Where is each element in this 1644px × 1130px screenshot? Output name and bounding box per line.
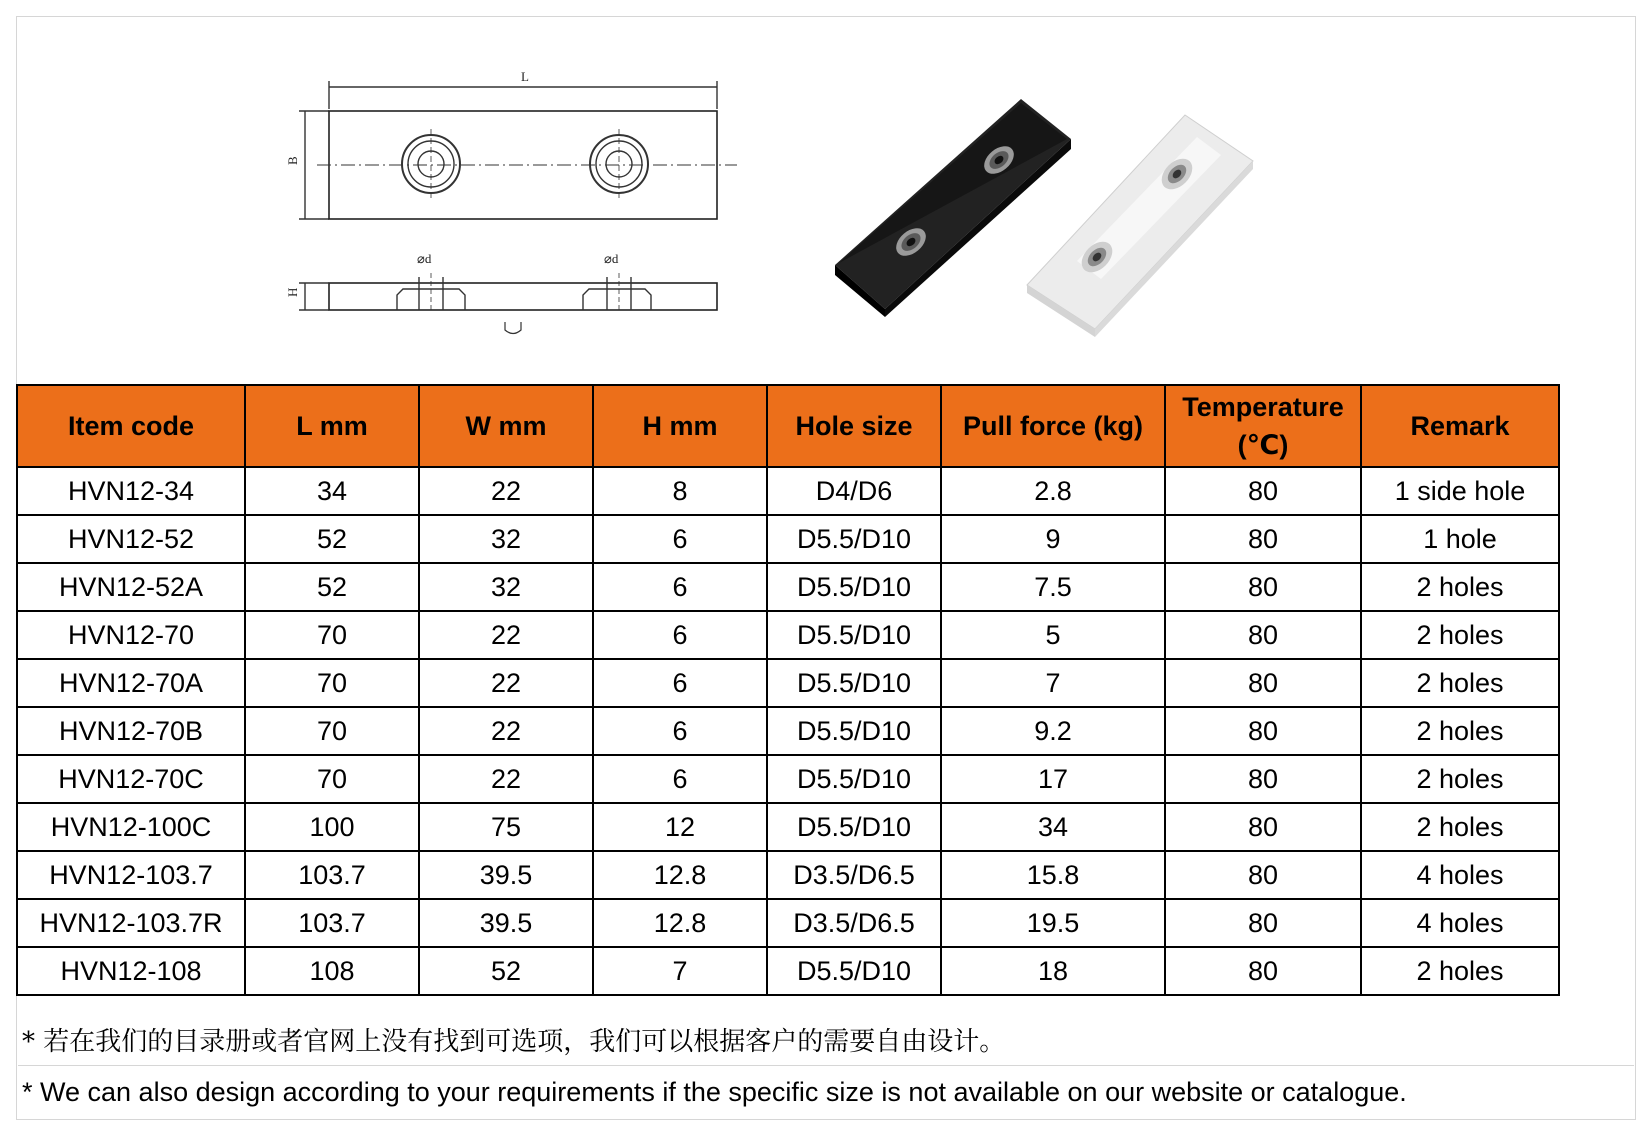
cell-item-code: HVN12-108: [17, 947, 245, 995]
cell-l-mm: 103.7: [245, 851, 419, 899]
cell-temperature: 80: [1165, 899, 1361, 947]
table-row: [17, 659, 1559, 707]
header-hole-size: Hole size: [767, 385, 941, 467]
cell-item-code: HVN12-70B: [17, 707, 245, 755]
cell-remark: 1 hole: [1361, 515, 1559, 563]
header-remark: Remark: [1361, 385, 1559, 467]
cell-h-mm: 6: [593, 707, 767, 755]
chinese-note: * 若在我们的目录册或者官网上没有找到可选项，我们可以根据客户的需要自由设计。: [18, 1018, 1634, 1066]
cell-pull-force: 19.5: [941, 899, 1165, 947]
cell-w-mm: 22: [419, 707, 593, 755]
cell-h-mm: 12.8: [593, 899, 767, 947]
cell-item-code: HVN12-103.7R: [17, 899, 245, 947]
hole-label-right: ⌀d: [604, 251, 619, 266]
cell-remark: 2 holes: [1361, 707, 1559, 755]
cell-w-mm: 32: [419, 515, 593, 563]
cell-hole-size: D5.5/D10: [767, 611, 941, 659]
cell-remark: 2 holes: [1361, 803, 1559, 851]
cell-temperature: 80: [1165, 803, 1361, 851]
header-l-mm: L mm: [245, 385, 419, 467]
cell-remark: 2 holes: [1361, 755, 1559, 803]
cell-temperature: 80: [1165, 755, 1361, 803]
header-h-mm: H mm: [593, 385, 767, 467]
cell-item-code: HVN12-103.7: [17, 851, 245, 899]
cell-item-code: HVN12-52A: [17, 563, 245, 611]
english-note: * We can also design according to your requirements if the specific size is not available on our website or catalogue.: [22, 1077, 1407, 1107]
cell-w-mm: 52: [419, 947, 593, 995]
cell-h-mm: 12.8: [593, 851, 767, 899]
cell-item-code: HVN12-70A: [17, 659, 245, 707]
cell-temperature: 80: [1165, 851, 1361, 899]
cell-w-mm: 22: [419, 611, 593, 659]
side-view: [299, 273, 717, 334]
cell-h-mm: 6: [593, 611, 767, 659]
cell-remark: 2 holes: [1361, 611, 1559, 659]
dimension-label-b: B: [285, 156, 300, 165]
cell-item-code: HVN12-70: [17, 611, 245, 659]
cell-l-mm: 100: [245, 803, 419, 851]
cell-l-mm: 52: [245, 515, 419, 563]
cell-temperature: 80: [1165, 659, 1361, 707]
hole-label-left: ⌀d: [417, 251, 432, 266]
bottom-mark-label: U: [17, 17, 18, 18]
cell-pull-force: 18: [941, 947, 1165, 995]
header-w-mm: W mm: [419, 385, 593, 467]
cell-item-code: HVN12-70C: [17, 755, 245, 803]
cell-temperature: 80: [1165, 947, 1361, 995]
table-row: [17, 899, 1559, 947]
cell-l-mm: 70: [245, 707, 419, 755]
cell-pull-force: 9.2: [941, 707, 1165, 755]
cell-l-mm: 34: [245, 467, 419, 515]
cell-pull-force: 9: [941, 515, 1165, 563]
table-body: [17, 467, 1559, 995]
cell-h-mm: 12: [593, 803, 767, 851]
table-row: [17, 611, 1559, 659]
cell-l-mm: 70: [245, 659, 419, 707]
cell-hole-size: D5.5/D10: [767, 563, 941, 611]
dimension-label-h: H: [285, 287, 300, 297]
header-temperature: [1165, 385, 1361, 467]
cell-remark: 2 holes: [1361, 947, 1559, 995]
cell-h-mm: 6: [593, 515, 767, 563]
cell-h-mm: 6: [593, 659, 767, 707]
table-row: [17, 803, 1559, 851]
cell-pull-force: 5: [941, 611, 1165, 659]
cell-w-mm: 22: [419, 467, 593, 515]
cell-hole-size: D5.5/D10: [767, 659, 941, 707]
cell-hole-size: D3.5/D6.5: [767, 899, 941, 947]
cell-hole-size: D5.5/D10: [767, 803, 941, 851]
cell-hole-size: D4/D6: [767, 467, 941, 515]
cell-l-mm: 70: [245, 755, 419, 803]
cell-pull-force: 17: [941, 755, 1165, 803]
cell-w-mm: 22: [419, 659, 593, 707]
technical-drawing: [17, 17, 1635, 384]
cell-h-mm: 8: [593, 467, 767, 515]
table-row: [17, 755, 1559, 803]
header-temperature-line1: Temperature: [1182, 392, 1344, 422]
cell-hole-size: D5.5/D10: [767, 947, 941, 995]
cell-l-mm: 52: [245, 563, 419, 611]
cell-hole-size: D3.5/D6.5: [767, 851, 941, 899]
product-drawing-area: [17, 17, 1635, 384]
cell-w-mm: 32: [419, 563, 593, 611]
header-temperature-line2: (℃): [1237, 430, 1289, 460]
cell-remark: 2 holes: [1361, 659, 1559, 707]
spec-table: [16, 384, 1560, 996]
cell-remark: 1 side hole: [1361, 467, 1559, 515]
cell-pull-force: 34: [941, 803, 1165, 851]
cell-pull-force: 7.5: [941, 563, 1165, 611]
cell-w-mm: 22: [419, 755, 593, 803]
dimension-label-l: L: [521, 69, 529, 84]
table-row: [17, 947, 1559, 995]
cell-remark: 4 holes: [1361, 899, 1559, 947]
cell-pull-force: 15.8: [941, 851, 1165, 899]
cell-h-mm: 7: [593, 947, 767, 995]
table-row: [17, 563, 1559, 611]
cell-item-code: HVN12-34: [17, 467, 245, 515]
table-row: [17, 467, 1559, 515]
cell-remark: 2 holes: [1361, 563, 1559, 611]
table-row: [17, 707, 1559, 755]
cell-l-mm: 70: [245, 611, 419, 659]
table-header-row: [17, 385, 1559, 467]
header-item-code: Item code: [17, 385, 245, 467]
top-view: [299, 81, 737, 219]
cell-l-mm: 103.7: [245, 899, 419, 947]
header-pull-force: Pull force (kg): [941, 385, 1165, 467]
cell-temperature: 80: [1165, 467, 1361, 515]
cell-temperature: 80: [1165, 515, 1361, 563]
cell-hole-size: D5.5/D10: [767, 755, 941, 803]
cell-hole-size: D5.5/D10: [767, 707, 941, 755]
cell-pull-force: 2.8: [941, 467, 1165, 515]
table-row: [17, 851, 1559, 899]
cell-w-mm: 75: [419, 803, 593, 851]
cell-w-mm: 39.5: [419, 899, 593, 947]
cell-item-code: HVN12-52: [17, 515, 245, 563]
cell-hole-size: D5.5/D10: [767, 515, 941, 563]
cell-l-mm: 108: [245, 947, 419, 995]
cell-item-code: HVN12-100C: [17, 803, 245, 851]
cell-remark: 4 holes: [1361, 851, 1559, 899]
table-row: [17, 515, 1559, 563]
cell-temperature: 80: [1165, 707, 1361, 755]
cell-w-mm: 39.5: [419, 851, 593, 899]
cell-temperature: 80: [1165, 611, 1361, 659]
cell-h-mm: 6: [593, 563, 767, 611]
cell-pull-force: 7: [941, 659, 1165, 707]
cell-temperature: 80: [1165, 563, 1361, 611]
cell-h-mm: 6: [593, 755, 767, 803]
